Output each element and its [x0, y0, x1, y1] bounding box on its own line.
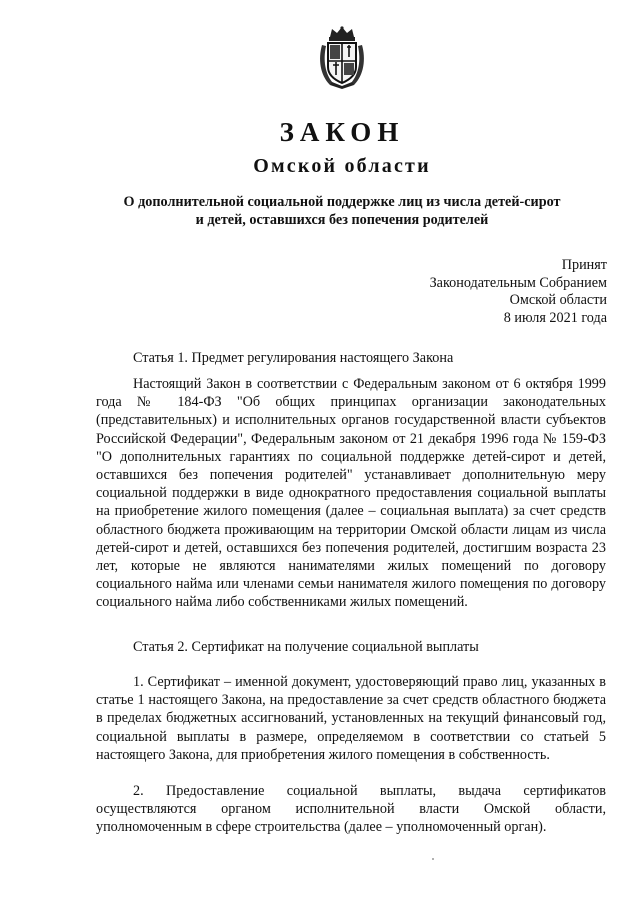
scan-speck: [432, 858, 434, 860]
article2-heading: Статья 2. Сертификат на получение социальной выплаты: [133, 639, 479, 655]
adoption-line3: Омской области: [509, 292, 607, 309]
law-subject-line2: и детей, оставшихся без попечения родителей: [195, 212, 489, 228]
adoption-line2: Законодательным Собранием: [429, 274, 607, 291]
adoption-block: [430, 257, 607, 328]
law-subject: [96, 193, 588, 229]
article2-para1: 1. Сертификат – именной документ, удостоверяющий право лиц, указанных в статье 1 настоящего Закона, на предоставление за счет средств областного бюджета в пределах бюджетных ассигнований, установленных на текущий финансовый год, социальной выплаты в размере, определяемом в соответствии со статьей 5 настоящего Закона, для приобретения жилого помещения в собственность.: [96, 674, 606, 763]
article1-heading: Статья 1. Предмет регулирования настоящего Закона: [133, 350, 454, 366]
law-subject-line1: О дополнительной социальной поддержке лиц из числа детей-сирот: [123, 194, 561, 210]
adoption-date: 8 июля 2021 года: [503, 310, 607, 327]
article1-text: Настоящий Закон в соответствии с Федеральным законом от 6 октября 1999 года № 184-ФЗ "Об общих принципах организации законодательных (представительных) и исполнительных органов государственной власти субъектов Российской Федерации", Федеральным законом от 21 декабря 1996 года № 159-ФЗ "О дополнительных гарантиях по социальной поддержке детей-сирот и детей, оставшихся без попечения родителей" устанавливает дополнительную меру социальной поддержки в виде однократного предоставления социальной выплаты на приобретение жилого помещения (далее – социальная выплата) за счет средств областного бюджета проживающим на территории Омской области лицам из числа детей-сирот и детей, оставшихся без попечения родителей, достигшим возраста 23 лет, которые не являются нанимателями жилых помещений по договору социального найма или членами семьи нанимателя жилого помещения по договору социального найма либо собственниками жилых помещений.: [96, 376, 606, 611]
coat-of-arms-icon: [316, 25, 368, 91]
adoption-line1: Принят: [561, 257, 607, 273]
law-region: Омской области: [253, 155, 431, 177]
article2-para2: 2. Предоставление социальной выплаты, выдача сертификатов осуществляются органом исполнительной власти Омской области, уполномоченным в сфере строительства (далее – уполномоченный орган).: [96, 783, 606, 836]
law-title: ЗАКОН: [279, 117, 405, 147]
